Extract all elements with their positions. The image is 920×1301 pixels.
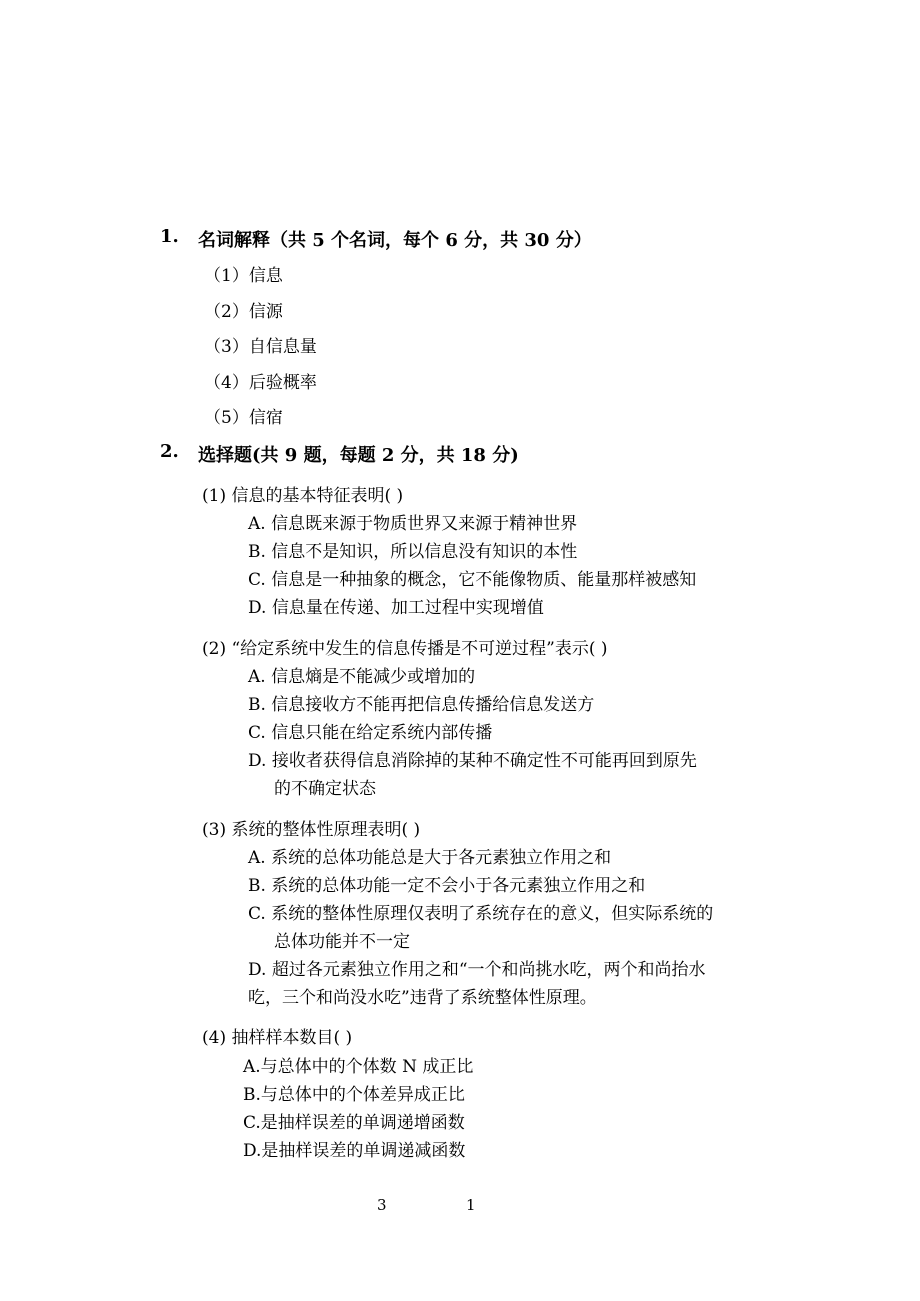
- question-4-option-a: A.与总体中的个体数 N 成正比: [243, 1057, 474, 1077]
- term-1: （1）信息: [204, 266, 283, 286]
- question-3-option-a: A. 系统的总体功能总是大于各元素独立作用之和: [248, 848, 612, 868]
- term-3: （3）自信息量: [204, 337, 317, 357]
- question-1-option-b: B. 信息不是知识，所以信息没有知识的本性: [248, 542, 578, 562]
- question-3-option-d-continuation: 吃，三个和尚没水吃”违背了系统整体性原理。: [248, 988, 597, 1008]
- question-4-stem: (4) 抽样样本数目( ): [202, 1028, 353, 1048]
- footer-page-left: 3: [377, 1196, 387, 1214]
- section-2-title: 选择题(共 9 题，每题 2 分，共 18 分): [198, 445, 519, 466]
- question-3-stem: (3) 系统的整体性原理表明( ): [202, 820, 421, 840]
- question-3-option-c: C. 系统的整体性原理仅表明了系统存在的意义，但实际系统的: [248, 904, 714, 924]
- question-1-stem: (1) 信息的基本特征表明( ): [202, 486, 404, 506]
- section-1-title: 名词解释（共 5 个名词，每个 6 分，共 30 分）: [198, 230, 592, 251]
- question-3-option-b: B. 系统的总体功能一定不会小于各元素独立作用之和: [248, 876, 646, 896]
- question-2-option-a: A. 信息熵是不能减少或增加的: [248, 667, 476, 687]
- section-2-number: 2.: [160, 441, 179, 462]
- question-3-option-d: D. 超过各元素独立作用之和“一个和尚挑水吃，两个和尚抬水: [248, 960, 706, 980]
- question-2-option-c: C. 信息只能在给定系统内部传播: [248, 723, 493, 743]
- question-2-option-d: D. 接收者获得信息消除掉的某种不确定性不可能再回到原先: [248, 751, 697, 771]
- question-3-option-c-continuation: 总体功能并不一定: [274, 932, 410, 952]
- section-1-number: 1.: [160, 226, 179, 247]
- footer-page-right: 1: [466, 1196, 476, 1214]
- question-2-stem: (2) “给定系统中发生的信息传播是不可逆过程”表示( ): [202, 639, 608, 659]
- term-5: （5）信宿: [204, 408, 283, 428]
- question-2-option-d-continuation: 的不确定状态: [274, 779, 376, 799]
- term-4: （4）后验概率: [204, 373, 317, 393]
- question-2-option-b: B. 信息接收方不能再把信息传播给信息发送方: [248, 695, 595, 715]
- question-4-option-c: C.是抽样误差的单调递增函数: [243, 1113, 465, 1133]
- question-1-option-d: D. 信息量在传递、加工过程中实现增值: [248, 598, 544, 618]
- question-1-option-a: A. 信息既来源于物质世界又来源于精神世界: [248, 514, 578, 534]
- question-1-option-c: C. 信息是一种抽象的概念，它不能像物质、能量那样被感知: [248, 570, 697, 590]
- term-2: （2）信源: [204, 302, 283, 322]
- question-4-option-b: B.与总体中的个体差异成正比: [243, 1085, 465, 1105]
- question-4-option-d: D.是抽样误差的单调递减函数: [243, 1141, 466, 1161]
